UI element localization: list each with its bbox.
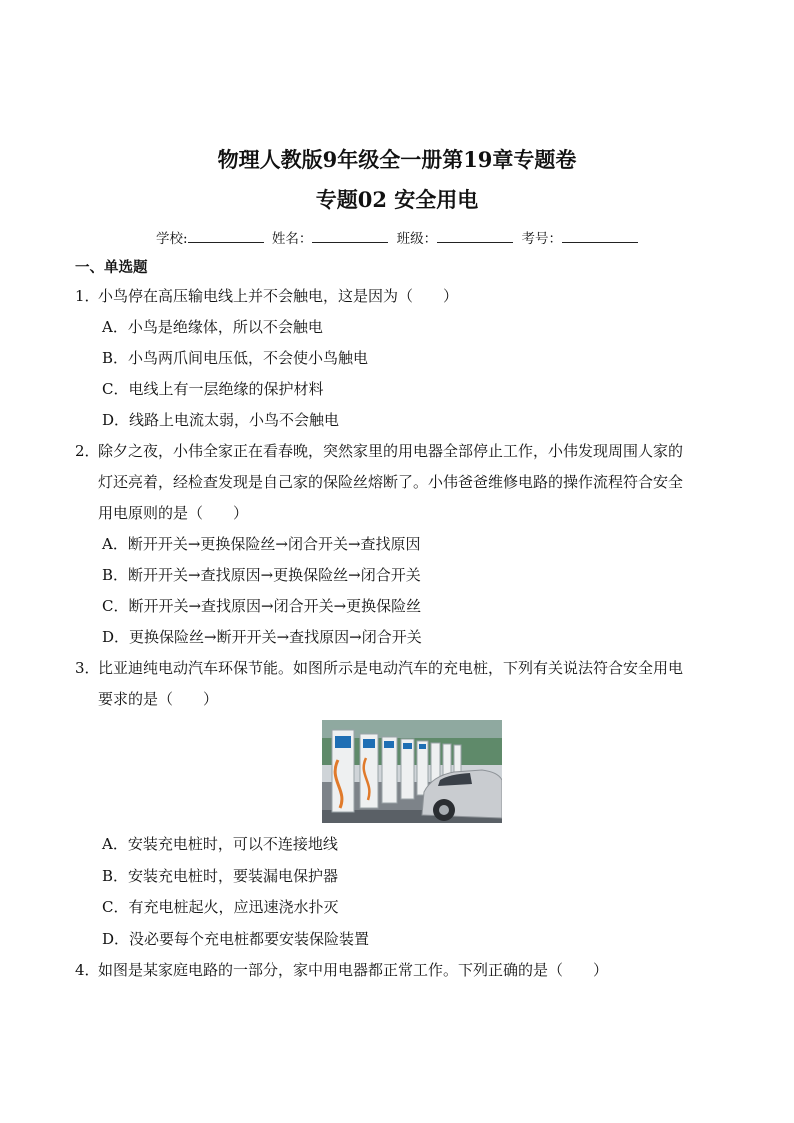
option-a[interactable]: A．断开开关→更换保险丝→闭合开关→查找原因: [102, 535, 421, 553]
option-d[interactable]: D．线路上电流太弱，小鸟不会触电: [102, 411, 340, 429]
student-info-line: [0, 227, 794, 247]
charging-station-photo: [322, 720, 502, 823]
charger-screen: [363, 739, 375, 748]
school-blank[interactable]: [188, 231, 264, 243]
question-text: 比亚迪纯电动汽车环保节能。如图所示是电动汽车的充电桩，下列有关说法符合安全用电: [98, 659, 684, 677]
document-title: 物理人教版9年级全一册第19章专题卷: [217, 147, 577, 172]
question-number: 2．: [75, 442, 100, 460]
question-number: 3．: [75, 659, 100, 677]
option-c[interactable]: C．电线上有一层绝缘的保护材料: [102, 380, 324, 398]
name-label: 姓名：: [271, 231, 313, 247]
name-field[interactable]: [272, 227, 389, 247]
question-text: 用电原则的是（ ）: [98, 504, 249, 522]
name-blank[interactable]: [312, 231, 388, 243]
charger-screen: [403, 743, 412, 749]
question-number: 1．: [75, 287, 100, 305]
charger-screen: [335, 736, 351, 748]
option-a[interactable]: A．小鸟是绝缘体，所以不会触电: [102, 318, 323, 336]
option-d[interactable]: D．更换保险丝→断开开关→查找原因→闭合开关: [102, 628, 422, 646]
question-number: 4．: [75, 961, 100, 979]
school-label: 学校:: [156, 231, 188, 247]
charging-station-illustration: [322, 720, 502, 823]
class-field[interactable]: [397, 227, 514, 247]
class-label: 班级：: [396, 231, 438, 247]
question-text: 如图是某家庭电路的一部分，家中用电器都正常工作。下列正确的是（ ）: [98, 961, 609, 979]
exam-number-blank[interactable]: [562, 231, 638, 243]
charger-screen: [419, 744, 426, 749]
car-rim: [439, 805, 449, 815]
option-c[interactable]: C．断开开关→查找原因→闭合开关→更换保险丝: [102, 597, 422, 615]
option-b[interactable]: B．断开开关→查找原因→更换保险丝→闭合开关: [102, 566, 421, 584]
school-field[interactable]: [156, 227, 264, 247]
section-heading: 一、单选题: [75, 259, 148, 276]
exam-number-label: 考号：: [521, 231, 562, 247]
option-b[interactable]: B．安装充电桩时，要装漏电保护器: [102, 867, 339, 885]
class-blank[interactable]: [437, 231, 513, 243]
question-text: 灯还亮着，经检查发现是自己家的保险丝熔断了。小伟爸爸维修电路的操作流程符合安全: [98, 473, 684, 491]
question-text: 除夕之夜，小伟全家正在看春晚，突然家里的用电器全部停止工作，小伟发现周围人家的: [98, 442, 684, 460]
document-subtitle: 专题02 安全用电: [315, 187, 479, 212]
charger-screen: [384, 741, 394, 748]
option-b[interactable]: B．小鸟两爪间电压低，不会使小鸟触电: [102, 349, 369, 367]
option-a[interactable]: A．安装充电桩时，可以不连接地线: [102, 835, 338, 853]
question-text: 要求的是（ ）: [98, 690, 219, 708]
question-text: 小鸟停在高压输电线上并不会触电，这是因为（ ）: [98, 287, 459, 305]
option-d[interactable]: D．没必要每个充电桩都要安装保险装置: [102, 930, 370, 948]
charger-unit: [417, 741, 428, 795]
exam-number-field[interactable]: [521, 227, 638, 247]
option-c[interactable]: C．有充电桩起火，应迅速浇水扑灭: [102, 898, 339, 916]
